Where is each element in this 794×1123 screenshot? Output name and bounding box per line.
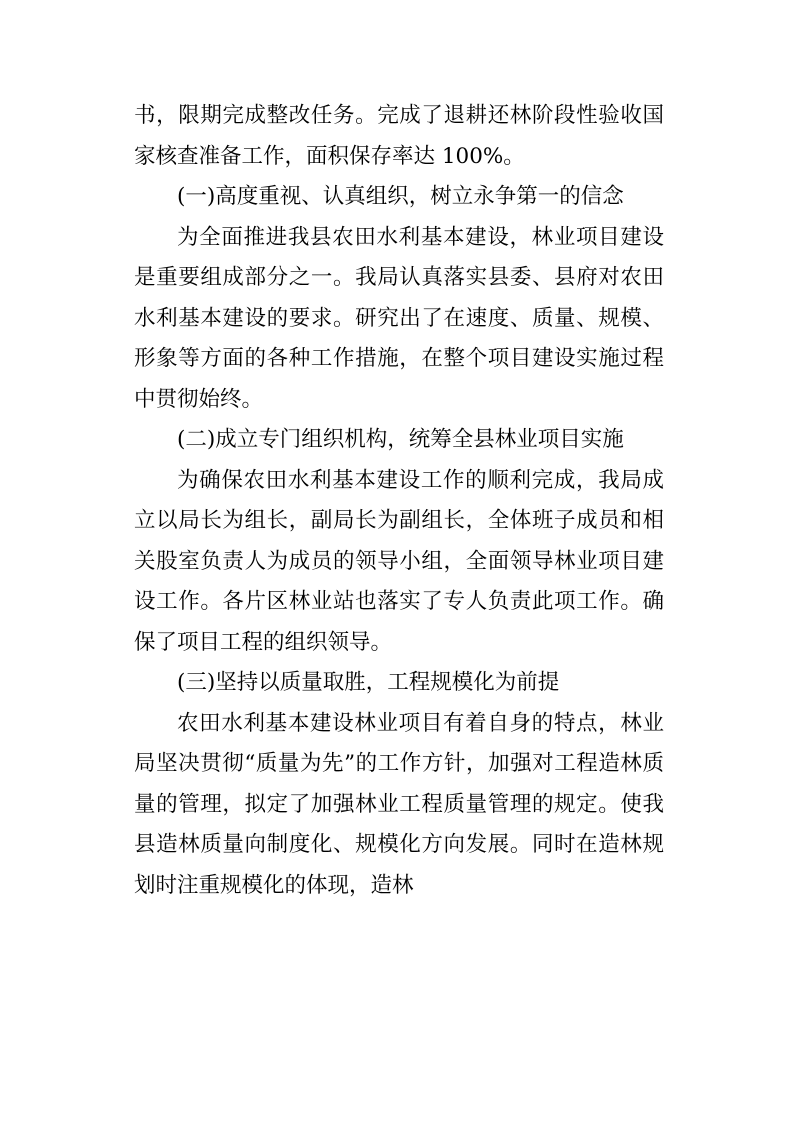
section-heading-1: (一)高度重视、认真组织，树立永争第一的信念 (177, 184, 624, 209)
section-heading-2: (二)成立专门组织机构，统筹全县林业项目实施 (177, 427, 624, 452)
paragraph-3: 为确保农田水利基本建设工作的顺利完成，我局成立以局长为组长，副局长为副组长，全体班子成员和相关股室负责人为成员的领导小组，全面领导林业项目建设工作。各片区林业站也落实了专人负责此项工作。确保了项目工程的组织领导。 (134, 467, 664, 655)
paragraph-4: 农田水利基本建设林业项目有着自身的特点，林业局坚决贯彻“质量为先”的工作方针，加强对工程造林质量的管理，拟定了加强林业工程质量管理的规定。使我县造林质量向制度化、规模化方向发展。同时在造林规划时注重规模化的体现，造林 (134, 710, 664, 898)
section-heading-3: (三)坚持以质量取胜，工程规模化为前提 (177, 670, 560, 695)
paragraph-1: 书，限期完成整改任务。完成了退耕还林阶段性验收国家核查准备工作，面积保存率达 100%。 (134, 103, 664, 169)
document-body (134, 96, 664, 906)
paragraph-2: 为全面推进我县农田水利基本建设，林业项目建设是重要组成部分之一。我局认真落实县委、县府对农田水利基本建设的要求。研究出了在速度、质量、规模、形象等方面的各种工作措施，在整个项目建设实施过程中贯彻始终。 (134, 224, 664, 412)
